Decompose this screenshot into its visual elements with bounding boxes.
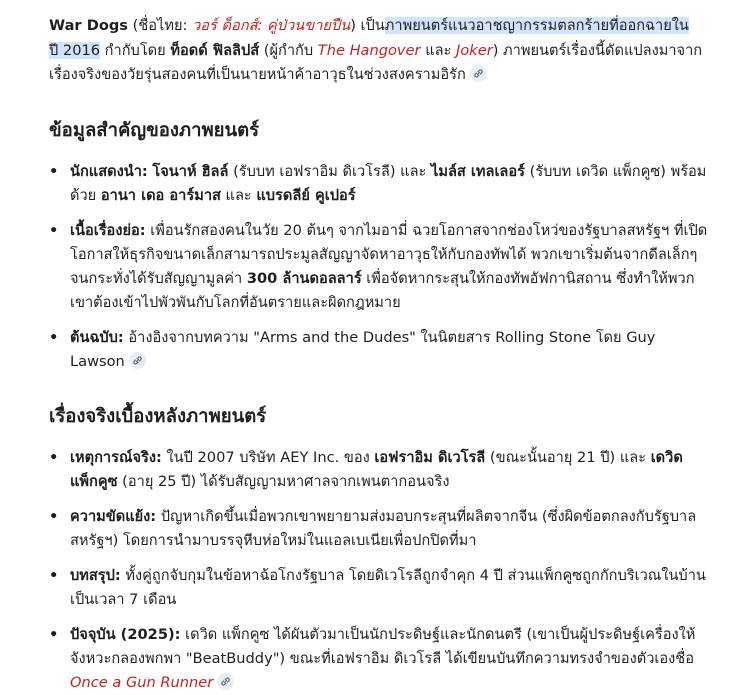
director-name: ท็อดด์ ฟิลลิปส์	[170, 41, 260, 59]
link-icon[interactable]	[129, 352, 146, 369]
list-item: • เหตุการณ์จริง: ในปี 2007 บริษัท AEY Inc. ของ เอฟราอิม ดิเวโรลี (ขณะนั้นอายุ 21 ปี) และ เดวิด แพ็กคูซ (อายุ 25 ปี) ได้รับสัญญามหาศาลจากเพนตากอนจริง	[49, 446, 711, 494]
bullet: •	[49, 566, 59, 584]
bullet: •	[49, 448, 59, 466]
thai-title: วอร์ ด็อกส์: คู่ป่วนขายปืน	[192, 17, 351, 34]
true-story-list	[49, 446, 711, 695]
film-the-hangover: The Hangover	[317, 41, 421, 59]
bullet: •	[49, 507, 59, 525]
bullet: •	[49, 625, 59, 643]
link-icon[interactable]	[470, 65, 487, 82]
bullet: •	[49, 328, 59, 346]
bullet: •	[49, 221, 59, 239]
film-joker: Joker	[456, 41, 493, 59]
section-heading-key-info: ข้อมูลสำคัญของภาพยนตร์	[49, 119, 260, 141]
list-item: • ปัจจุบัน (2025): เดวิด แพ็กคูซ ได้ผันตัวมาเป็นนักประดิษฐ์และนักดนตรี (เขาเป็นผู้ประดิษฐ์เครื่องให้จังหวะกลองพกพา "BeatBuddy") ขณะที่เอฟราอิม ดิเวโรลี ได้เขียนบันทึกความทรงจำของตัวเองชื่อ Once a Gun Runner	[49, 623, 711, 695]
list-item: • ต้นฉบับ: อ้างอิงจากบทความ "Arms and the Dudes" ในนิตยสาร Rolling Stone โดย Guy Lawson	[49, 326, 711, 374]
bullet: •	[49, 162, 59, 180]
list-item: • นักแสดงนำ: โจนาห์ ฮิลล์ (รับบท เอฟราอิม ดิเวโรลี) และ ไมล์ส เทลเลอร์ (รับบท เดวิด แพ็กคูซ) พร้อมด้วย อานา เดอ อาร์มาส และ แบรดลีย์ คูเปอร์	[49, 160, 711, 208]
highlighted-text: ภาพยนตร์แนวอาชญากรรมตลกร้ายที่ออกฉายใน	[384, 17, 689, 34]
intro-paragraph: War Dogs (ชื่อไทย: วอร์ ด็อกส์: คู่ป่วนขายปืน) เป็นภาพยนตร์แนวอาชญากรรมตลกร้ายที่ออกฉายใน ปี 2016 กำกับโดย ท็อดด์ ฟิลลิปส์ (ผู้กำกับ The Hangover และ Joker) ภาพยนตร์เรื่องนี้ดัดแปลงมาจากเรื่องจริงของวัยรุ่นสองคนที่เป็นนายหน้าค้าอาวุธในช่วงสงครามอิรัก	[49, 17, 703, 83]
highlighted-year: ปี 2016	[49, 41, 101, 59]
section-heading-true-story: เรื่องจริงเบื้องหลังภาพยนตร์	[49, 405, 267, 427]
list-item: • ความขัดแย้ง: ปัญหาเกิดขึ้นเมื่อพวกเขาพยายามส่งมอบกระสุนที่ผลิตจากจีน (ซึ่งผิดข้อตกลงกับรัฐบาลสหรัฐฯ) โดยการนำมาบรรจุหีบห่อใหม่ในแอลเบเนียเพื่อปกปิดที่มา	[49, 505, 711, 553]
movie-title: War Dogs	[49, 17, 128, 34]
book-title: Once a Gun Runner	[70, 673, 214, 691]
list-item: • บทสรุป: ทั้งคู่ถูกจับกุมในข้อหาฉ้อโกงรัฐบาล โดยดิเวโรลีถูกจำคุก 4 ปี ส่วนแพ็กคูซถูกกักบริเวณในบ้านเป็นเวลา 7 เดือน	[49, 564, 711, 612]
list-item: • เนื้อเรื่องย่อ: เพื่อนรักสองคนในวัย 20 ต้นๆ จากไมอามี่ ฉวยโอกาสจากช่องโหว่ของรัฐบาลสหรัฐฯ ที่เปิดโอกาสให้ธุรกิจขนาดเล็กสามารถประมูลสัญญาจัดหาอาวุธให้กับกองทัพได้ พวกเขาเริ่มต้นจากดีลเล็กๆ จนกระทั่งได้รับสัญญามูลค่า 300 ล้านดอลลาร์ เพื่อจัดหากระสุนให้กองทัพอัฟกานิสถาน ซึ่งทำให้พวกเขาต้องเข้าไปพัวพันกับโลกที่อันตรายและผิดกฎหมาย	[49, 219, 711, 315]
key-info-list	[49, 160, 711, 374]
